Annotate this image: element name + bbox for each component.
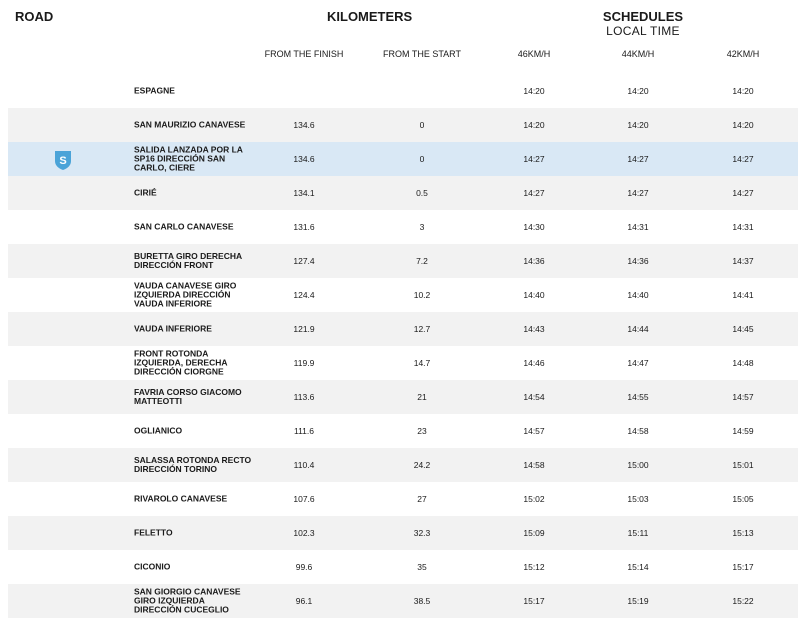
table-row	[8, 482, 798, 516]
road-column-header: ROAD	[15, 9, 54, 24]
location-name: FELETTO	[134, 527, 173, 538]
location-name: FAVRIA CORSO GIACOMO MATTEOTTI	[134, 387, 242, 406]
km-from-start: 14.7	[413, 358, 431, 368]
time-46kmh: 14:30	[523, 222, 545, 232]
time-46kmh: 14:58	[523, 460, 545, 470]
from-finish-header: FROM THE FINISH	[264, 49, 344, 59]
time-46kmh: 14:54	[523, 392, 545, 402]
table-row	[8, 108, 798, 142]
time-44kmh: 14:47	[627, 358, 649, 368]
time-42kmh: 14:45	[732, 324, 754, 334]
time-46kmh: 14:27	[523, 188, 545, 198]
km-from-finish: 119.9	[293, 358, 315, 368]
badge-letter: S	[59, 155, 67, 167]
time-42kmh: 14:27	[732, 188, 754, 198]
time-44kmh: 15:03	[627, 494, 649, 504]
time-44kmh: 14:27	[627, 188, 649, 198]
km-from-start: 12.7	[413, 324, 431, 334]
time-44kmh: 14:58	[627, 426, 649, 436]
time-44kmh: 14:36	[627, 256, 649, 266]
km-from-start: 24.2	[413, 460, 431, 470]
time-44kmh: 15:11	[627, 528, 649, 538]
location-name: CIRIÉ	[134, 187, 157, 198]
time-46kmh: 15:12	[523, 562, 545, 572]
km-from-start: 0.5	[416, 188, 428, 198]
time-46kmh: 14:36	[523, 256, 545, 266]
time-42kmh: 14:37	[732, 256, 754, 266]
time-46kmh: 15:17	[523, 596, 545, 606]
table-row	[8, 516, 798, 550]
schedules-column-header	[570, 9, 716, 38]
location-name: VAUDA INFERIORE	[134, 323, 212, 334]
km-from-finish: 96.1	[295, 596, 313, 606]
time-42kmh: 14:41	[732, 290, 754, 300]
time-42kmh: 14:48	[732, 358, 754, 368]
table-row	[8, 74, 798, 108]
km-from-finish: 110.4	[293, 460, 315, 470]
km-from-finish: 99.6	[295, 562, 313, 572]
table-row	[8, 380, 798, 414]
table-row	[8, 346, 798, 380]
time-42kmh: 15:17	[732, 562, 754, 572]
time-42kmh: 14:27	[732, 154, 754, 164]
time-46kmh: 14:43	[523, 324, 545, 334]
speed-46-header: 46KM/H	[517, 49, 551, 59]
km-from-finish: 111.6	[293, 426, 314, 436]
from-start-header: FROM THE START	[382, 49, 461, 59]
time-46kmh: 14:57	[523, 426, 545, 436]
time-44kmh: 14:20	[627, 86, 649, 96]
time-46kmh: 15:02	[523, 494, 545, 504]
location-name: SAN CARLO CANAVESE	[134, 221, 234, 232]
km-from-finish: 134.6	[293, 120, 315, 130]
km-from-start: 35	[417, 562, 427, 572]
km-from-start: 3	[419, 222, 425, 232]
time-44kmh: 14:20	[627, 120, 649, 130]
table-row	[8, 550, 798, 584]
time-42kmh: 14:20	[732, 86, 754, 96]
km-from-finish: 121.9	[293, 324, 315, 334]
time-46kmh: 14:40	[523, 290, 545, 300]
table-row	[8, 414, 798, 448]
speed-44-header: 44KM/H	[621, 49, 655, 59]
location-name: OGLIANICO	[134, 425, 183, 436]
km-from-finish: 134.6	[293, 154, 315, 164]
time-44kmh: 14:55	[627, 392, 649, 402]
km-from-finish: 107.6	[293, 494, 315, 504]
speed-42-header: 42KM/H	[726, 49, 760, 59]
km-from-start: 38.5	[413, 596, 431, 606]
location-name: BURETTA GIRO DERECHA DIRECCIÓN FRONT	[134, 251, 242, 270]
km-from-finish: 124.4	[293, 290, 315, 300]
time-46kmh: 15:09	[523, 528, 545, 538]
km-from-start: 7.2	[416, 256, 428, 266]
time-42kmh: 14:31	[732, 222, 754, 232]
table-header	[0, 0, 800, 80]
km-from-start: 23	[417, 426, 427, 436]
location-name: SAN GIORGIO CANAVESE GIRO IZQUIERDA DIRECCIÓN CUCEGLIO	[134, 586, 241, 615]
time-42kmh: 14:59	[732, 426, 754, 436]
location-name: SALASSA ROTONDA RECTO DIRECCIÓN TORINO	[134, 455, 252, 474]
route-table-body	[8, 74, 798, 618]
table-row	[8, 278, 798, 312]
location-name: VAUDA CANAVESE GIRO IZQUIERDA DIRECCIÓN VAUDA INFERIORE	[134, 280, 237, 309]
time-44kmh: 14:40	[627, 290, 649, 300]
location-name: CICONIO	[134, 561, 171, 572]
time-44kmh: 15:19	[627, 596, 649, 606]
km-from-finish: 131.6	[293, 222, 315, 232]
time-46kmh: 14:20	[523, 86, 545, 96]
km-from-start: 0	[419, 154, 425, 164]
time-46kmh: 14:20	[523, 120, 545, 130]
table-row	[8, 448, 798, 482]
time-42kmh: 14:57	[732, 392, 754, 402]
local-time-label: LOCAL TIME	[606, 24, 680, 38]
time-44kmh: 15:14	[627, 562, 649, 572]
table-row	[8, 210, 798, 244]
km-from-start: 27	[417, 494, 427, 504]
location-name: RIVAROLO CANAVESE	[134, 493, 228, 504]
time-46kmh: 14:27	[523, 154, 545, 164]
location-name: SALIDA LANZADA POR LA SP16 DIRECCIÓN SAN CARLO, CIERE	[134, 144, 243, 173]
location-name: FRONT ROTONDA IZQUIERDA, DERECHA DIRECCIÓN CIORGNE	[134, 348, 228, 377]
location-name: ESPAGNE	[134, 85, 175, 96]
time-44kmh: 14:44	[627, 324, 649, 334]
km-from-start: 21	[417, 392, 427, 402]
kilometers-column-header: KILOMETERS	[327, 9, 413, 24]
km-from-finish: 102.3	[293, 528, 315, 538]
time-46kmh: 14:46	[523, 358, 545, 368]
time-44kmh: 14:31	[627, 222, 649, 232]
km-from-finish: 127.4	[293, 256, 315, 266]
time-44kmh: 14:27	[627, 154, 649, 164]
table-row	[8, 142, 798, 176]
time-42kmh: 14:20	[732, 120, 754, 130]
km-from-start: 0	[419, 120, 425, 130]
start-shield-icon	[52, 149, 74, 171]
time-42kmh: 15:13	[732, 528, 754, 538]
km-from-start: 10.2	[413, 290, 431, 300]
table-row	[8, 244, 798, 278]
time-44kmh: 15:00	[627, 460, 649, 470]
table-row	[8, 176, 798, 210]
time-42kmh: 15:05	[732, 494, 754, 504]
table-row	[8, 312, 798, 346]
schedules-title: SCHEDULES	[602, 9, 684, 24]
time-42kmh: 15:01	[732, 460, 754, 470]
time-42kmh: 15:22	[732, 596, 754, 606]
location-name: SAN MAURIZIO CANAVESE	[134, 119, 246, 130]
km-from-start: 32.3	[413, 528, 431, 538]
table-row	[8, 584, 798, 618]
km-from-finish: 113.6	[293, 392, 315, 402]
km-from-finish: 134.1	[293, 188, 315, 198]
